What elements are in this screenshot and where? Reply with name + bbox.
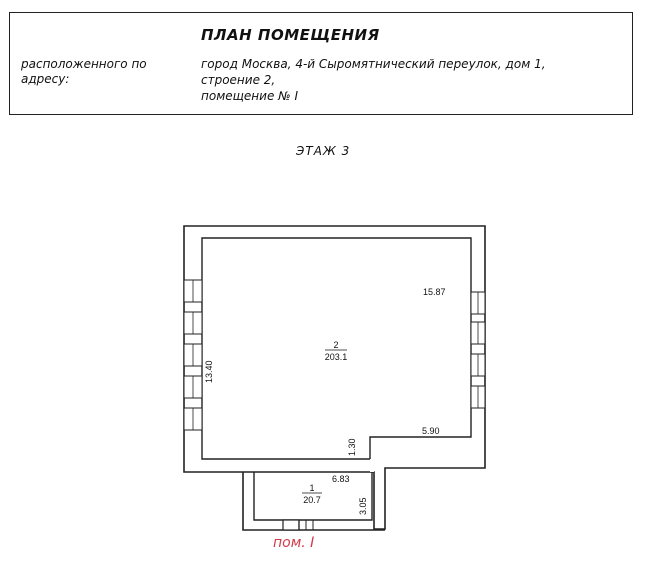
dim-top-right: 15.87 <box>423 287 446 297</box>
address-line3: помещение № I <box>201 89 298 103</box>
room-1-number: 1 <box>309 483 315 493</box>
dim-step-horizontal: 5.90 <box>422 426 440 436</box>
address-label-line2: адресу: <box>21 72 70 86</box>
dim-step-vertical: 1.30 <box>347 438 357 456</box>
room-2-number: 2 <box>333 340 339 350</box>
dim-lower-height: 3.05 <box>358 497 368 515</box>
room-1-area: 20.7 <box>303 495 321 505</box>
dim-lower-width: 6.83 <box>332 474 350 484</box>
plan-title: ПЛАН ПОМЕЩЕНИЯ <box>201 26 380 44</box>
dim-left: 13.40 <box>204 360 214 383</box>
right-windows <box>471 292 485 408</box>
address-label-line1: расположенного по <box>21 57 147 71</box>
room-2-area: 203.1 <box>324 352 348 362</box>
stairwell-gap <box>370 459 374 472</box>
door-lower-room <box>283 520 299 530</box>
address-line1: город Москва, 4-й Сыромятнический переулок, дом 1, <box>201 57 546 71</box>
floor-label: ЭТАЖ 3 <box>296 144 351 158</box>
left-windows <box>184 280 202 430</box>
premises-marker: пом. I <box>273 535 315 551</box>
address-line2: строение 2, <box>201 73 276 87</box>
